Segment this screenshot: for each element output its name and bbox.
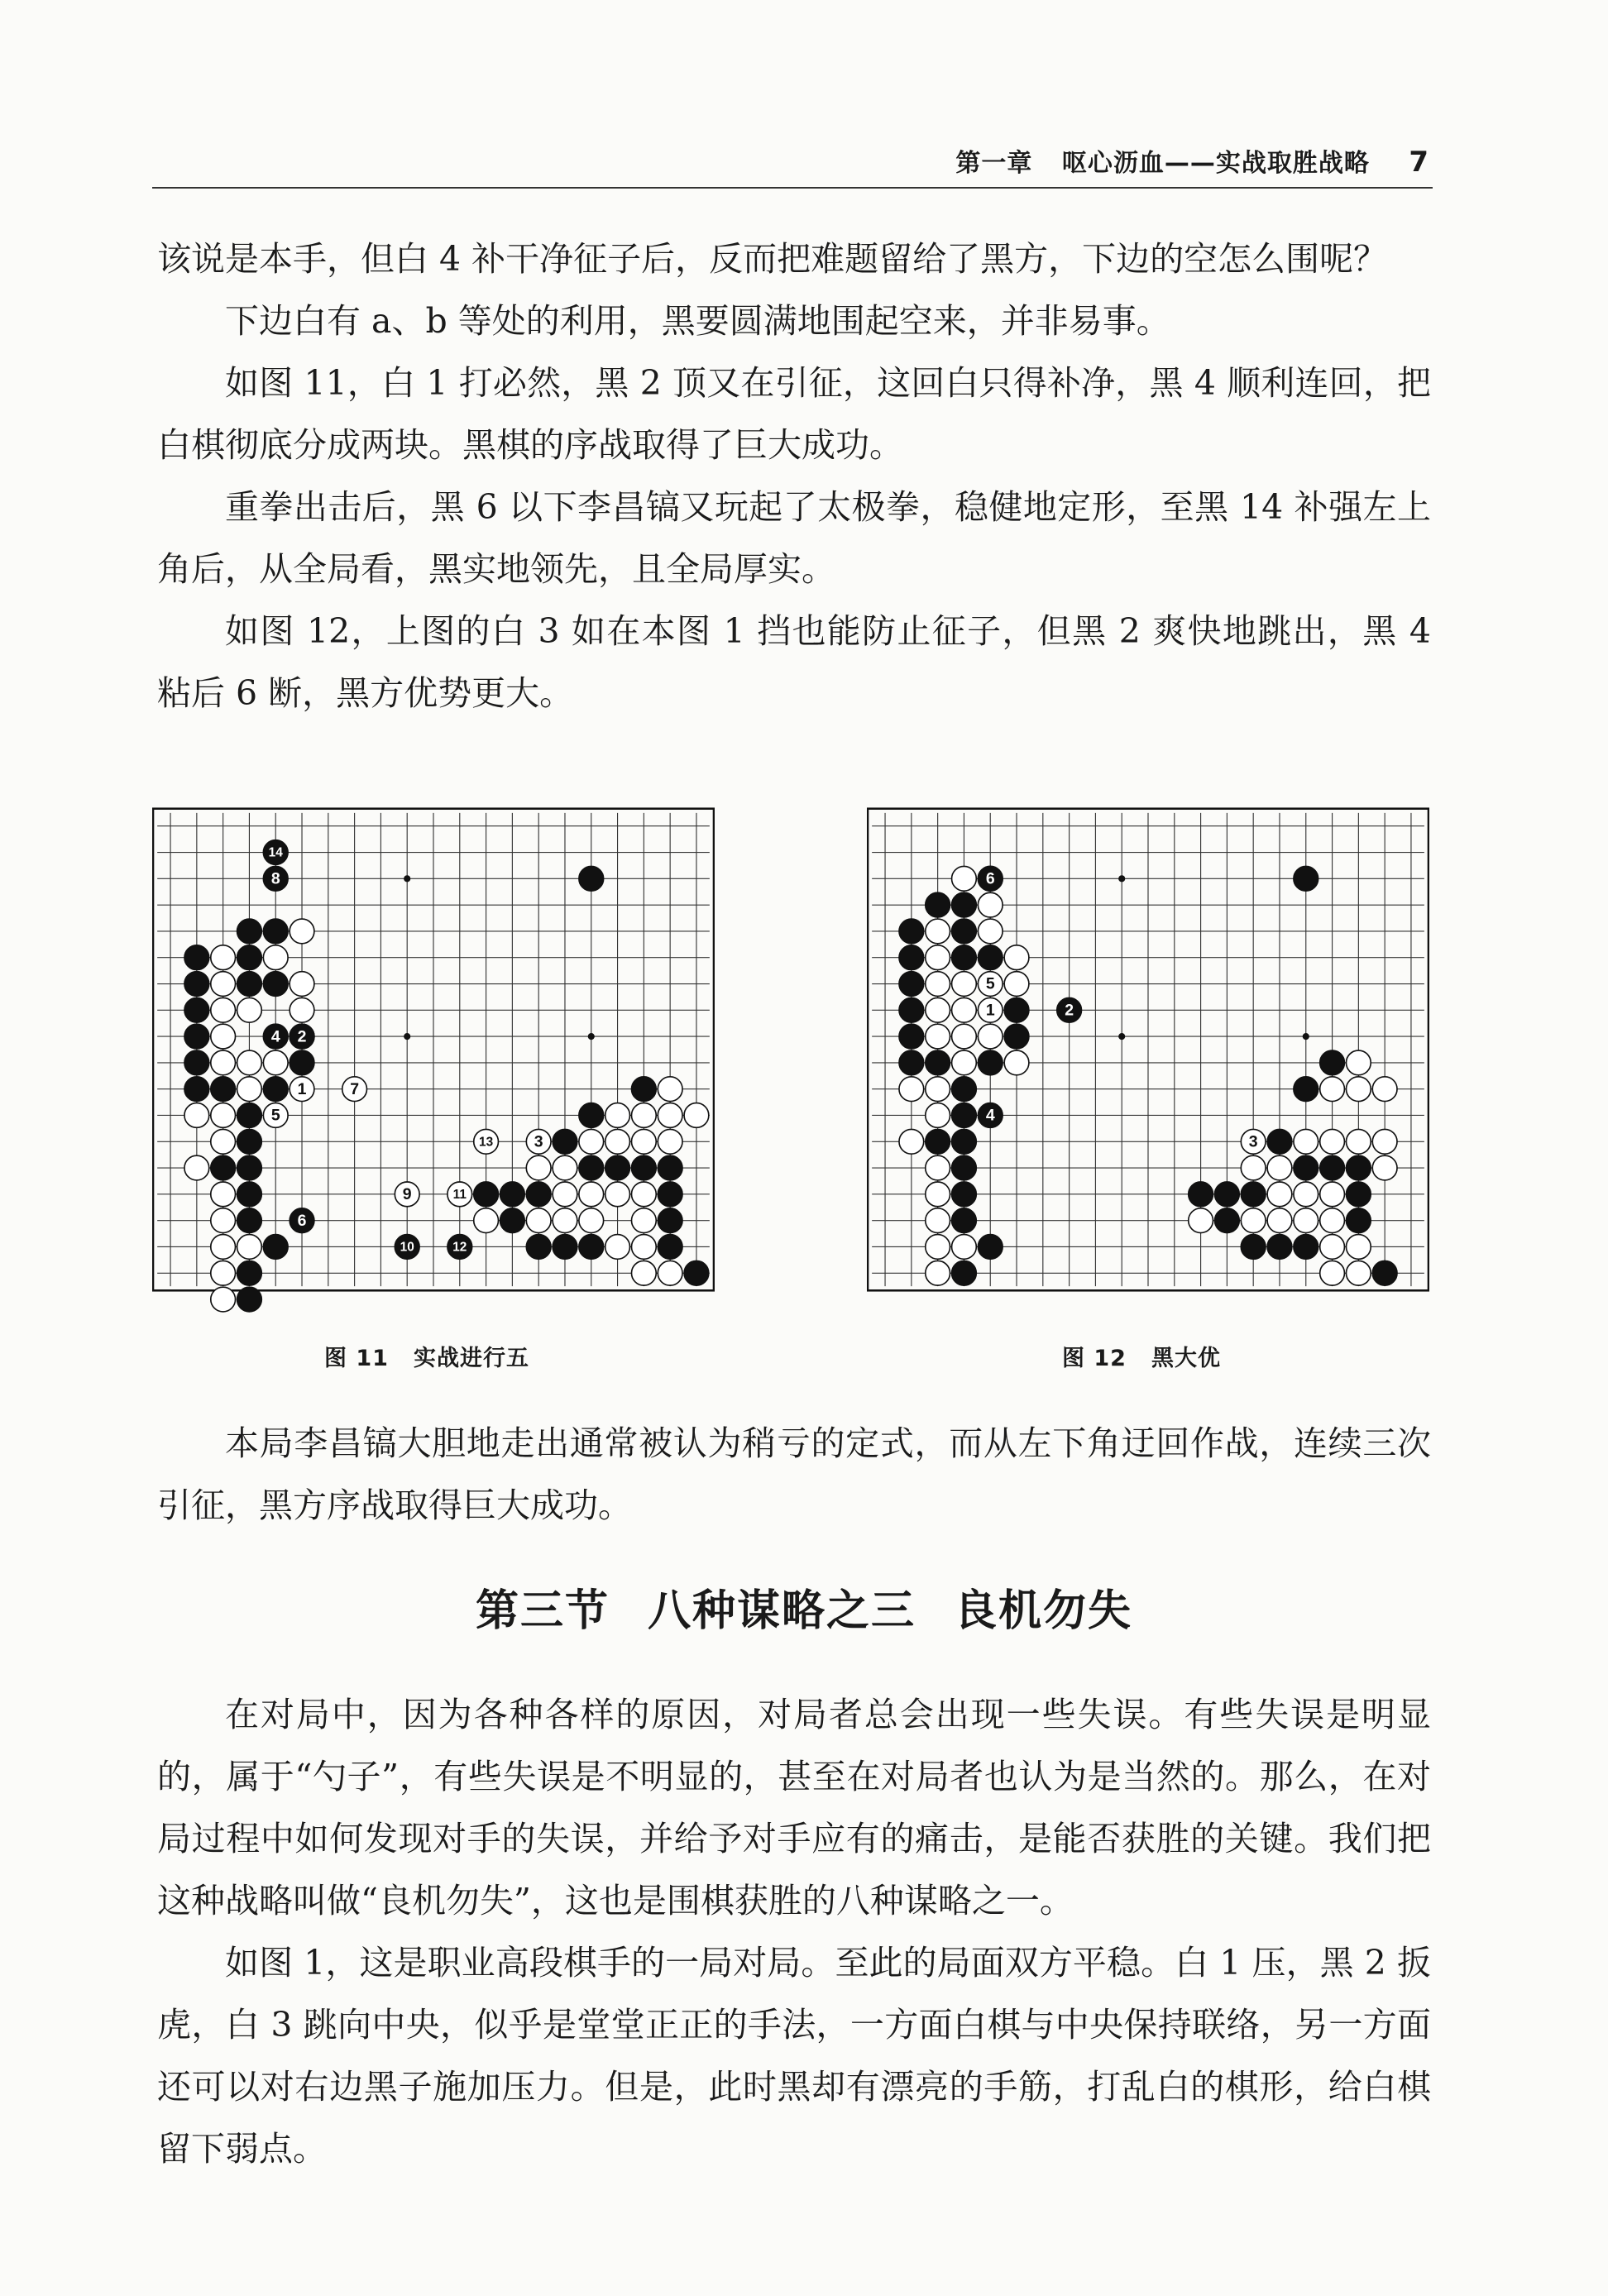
figure-caption-11 bbox=[324, 1340, 529, 1372]
white-stone bbox=[1320, 1077, 1345, 1102]
black-stone bbox=[184, 945, 209, 970]
white-stone bbox=[926, 1235, 950, 1260]
header-rule bbox=[152, 187, 1433, 189]
white-stone bbox=[263, 1050, 288, 1075]
white-stone bbox=[926, 997, 950, 1022]
white-stone bbox=[926, 1077, 950, 1102]
move-number: 7 bbox=[350, 1079, 360, 1098]
black-stone bbox=[952, 945, 977, 970]
black-stone bbox=[579, 1103, 604, 1128]
section-heading bbox=[0, 1576, 1608, 1638]
move-number: 14 bbox=[268, 845, 283, 860]
white-stone bbox=[1346, 1129, 1371, 1154]
black-stone bbox=[553, 1235, 577, 1260]
white-stone bbox=[474, 1208, 499, 1233]
white-stone bbox=[658, 1129, 682, 1154]
white-stone bbox=[605, 1182, 630, 1207]
black-stone bbox=[1215, 1208, 1240, 1233]
black-stone bbox=[237, 1182, 262, 1207]
page-number: 7 bbox=[1409, 146, 1429, 179]
black-stone bbox=[899, 997, 924, 1022]
white-stone bbox=[1320, 1260, 1345, 1285]
white-stone bbox=[1346, 1260, 1371, 1285]
black-stone bbox=[579, 866, 604, 891]
white-stone bbox=[952, 1235, 977, 1260]
black-stone bbox=[1294, 866, 1318, 891]
black-stone bbox=[1267, 1129, 1292, 1154]
white-stone bbox=[926, 1155, 950, 1180]
white-stone bbox=[553, 1208, 577, 1233]
star-point bbox=[404, 875, 410, 882]
figure-label: 图 12 bbox=[1062, 1346, 1127, 1371]
white-stone bbox=[978, 1024, 1003, 1049]
white-stone bbox=[926, 945, 950, 970]
black-stone bbox=[926, 892, 950, 917]
black-stone bbox=[237, 1155, 262, 1180]
paragraph: 本局李昌镐大胆地走出通常被认为稍亏的定式，而从左下角迂回作战，连续三次引征，黑方序战取得巨大成功。 bbox=[157, 1423, 1431, 1525]
paragraph: 如图 1，这是职业高段棋手的一局对局。至此的局面双方平稳。白 1 压，黑 2 扳虎，白 3 跳向中央，似乎是堂堂正正的手法，一方面白棋与中央保持联络，另一方面还可以对右边黑子施加压力。但是，此时黑却有漂亮的手筋，打乱白的棋形，给白棋留下弱点。 bbox=[157, 1943, 1431, 2169]
black-stone bbox=[211, 1077, 236, 1102]
paragraph: 在对局中，因为各种各样的原因，对局者总会出现一些失误。有些失误是明显的，属于“勺子”，有些失误是不明显的，甚至在对局者也认为是当然的。那么，在对局过程中如何发现对手的失误，并给予对手应有的痛击，是能否获胜的关键。我们把这种战略叫做“良机勿失”，这也是围棋获胜的八种谋略之一。 bbox=[157, 1695, 1431, 1921]
white-stone bbox=[952, 997, 977, 1022]
black-stone bbox=[1004, 997, 1029, 1022]
white-stone bbox=[211, 1287, 236, 1312]
white-stone bbox=[952, 1024, 977, 1049]
black-stone bbox=[926, 1050, 950, 1075]
black-stone bbox=[553, 1129, 577, 1154]
black-stone bbox=[1215, 1182, 1240, 1207]
black-stone bbox=[1004, 1024, 1029, 1049]
black-stone bbox=[684, 1260, 709, 1285]
white-stone bbox=[237, 1077, 262, 1102]
white-stone bbox=[1267, 1155, 1292, 1180]
black-stone bbox=[899, 1050, 924, 1075]
black-stone bbox=[526, 1235, 551, 1260]
white-stone bbox=[211, 1235, 236, 1260]
white-stone bbox=[579, 1208, 604, 1233]
white-stone bbox=[684, 1103, 709, 1128]
white-stone bbox=[1320, 1129, 1345, 1154]
move-number: 1 bbox=[297, 1079, 307, 1098]
text-block-bottom bbox=[157, 1684, 1431, 2180]
move-number: 2 bbox=[1065, 1001, 1074, 1020]
white-stone bbox=[1241, 1208, 1266, 1233]
move-number: 12 bbox=[452, 1240, 467, 1255]
black-stone bbox=[1346, 1182, 1371, 1207]
white-stone bbox=[1320, 1235, 1345, 1260]
black-stone bbox=[899, 972, 924, 997]
black-stone bbox=[952, 1129, 977, 1154]
move-number: 3 bbox=[534, 1132, 543, 1151]
white-stone bbox=[631, 1260, 656, 1285]
black-stone bbox=[579, 1155, 604, 1180]
white-stone bbox=[1004, 945, 1029, 970]
black-stone bbox=[952, 1182, 977, 1207]
white-stone bbox=[1267, 1182, 1292, 1207]
white-stone bbox=[631, 1235, 656, 1260]
black-stone bbox=[500, 1182, 525, 1207]
white-stone bbox=[1294, 1208, 1318, 1233]
white-stone bbox=[290, 919, 314, 944]
white-stone bbox=[553, 1155, 577, 1180]
black-stone bbox=[526, 1182, 551, 1207]
black-stone bbox=[1320, 1050, 1345, 1075]
section-number: 第三节 bbox=[475, 1586, 610, 1636]
star-point bbox=[1303, 1033, 1309, 1040]
black-stone bbox=[952, 919, 977, 944]
black-stone bbox=[658, 1155, 682, 1180]
move-number: 4 bbox=[270, 1027, 280, 1046]
white-stone bbox=[1320, 1208, 1345, 1233]
white-stone bbox=[1346, 1077, 1371, 1102]
white-stone bbox=[1004, 1050, 1029, 1075]
black-stone bbox=[952, 1077, 977, 1102]
white-stone bbox=[1320, 1182, 1345, 1207]
white-stone bbox=[211, 1129, 236, 1154]
black-stone bbox=[474, 1182, 499, 1207]
black-stone bbox=[290, 1050, 314, 1075]
black-stone bbox=[184, 1077, 209, 1102]
black-stone bbox=[978, 1235, 1003, 1260]
black-stone bbox=[263, 919, 288, 944]
white-stone bbox=[1241, 1155, 1266, 1180]
move-number: 8 bbox=[270, 869, 280, 888]
paragraph: 如图 11，白 1 打必然，黑 2 顶又在引征，这回白只得补净，黑 4 顺利连回，把白棋彻底分成两块。黑棋的序战取得了巨大成功。 bbox=[157, 363, 1431, 465]
move-number: 4 bbox=[985, 1106, 995, 1125]
black-stone bbox=[978, 1050, 1003, 1075]
white-stone bbox=[1372, 1129, 1397, 1154]
white-stone bbox=[605, 1235, 630, 1260]
black-stone bbox=[658, 1208, 682, 1233]
black-stone bbox=[1267, 1235, 1292, 1260]
white-stone bbox=[211, 972, 236, 997]
white-stone bbox=[952, 972, 977, 997]
figure-label: 图 11 bbox=[324, 1346, 389, 1371]
white-stone bbox=[631, 1129, 656, 1154]
white-stone bbox=[658, 1077, 682, 1102]
white-stone bbox=[631, 1182, 656, 1207]
white-stone bbox=[237, 997, 262, 1022]
white-stone bbox=[526, 1208, 551, 1233]
black-stone bbox=[1294, 1235, 1318, 1260]
go-board-diagram bbox=[867, 776, 1429, 1323]
white-stone bbox=[899, 1129, 924, 1154]
white-stone bbox=[211, 1208, 236, 1233]
paragraph: 该说是本手，但白 4 补干净征子后，反而把难题留给了黑方，下边的空怎么围呢？ bbox=[157, 239, 1388, 279]
black-stone bbox=[211, 1155, 236, 1180]
white-stone bbox=[1372, 1077, 1397, 1102]
white-stone bbox=[237, 1235, 262, 1260]
white-stone bbox=[926, 919, 950, 944]
white-stone bbox=[926, 1208, 950, 1233]
white-stone bbox=[579, 1182, 604, 1207]
figure-caption-text: 黑大优 bbox=[1151, 1346, 1221, 1371]
black-stone bbox=[899, 919, 924, 944]
black-stone bbox=[237, 945, 262, 970]
white-stone bbox=[290, 997, 314, 1022]
paragraph: 重拳出击后，黑 6 以下李昌镐又玩起了太极拳，稳健地定形，至黑 14 补强左上角后，从全局看，黑实地领先，且全局厚实。 bbox=[157, 487, 1431, 589]
white-stone bbox=[1294, 1129, 1318, 1154]
go-board-figure-12 bbox=[867, 776, 1429, 1323]
white-stone bbox=[290, 972, 314, 997]
black-stone bbox=[237, 1287, 262, 1312]
black-stone bbox=[952, 1208, 977, 1233]
move-number: 9 bbox=[402, 1185, 412, 1204]
running-header bbox=[0, 142, 1429, 179]
white-stone bbox=[926, 1024, 950, 1049]
black-stone bbox=[184, 1024, 209, 1049]
black-stone bbox=[1346, 1208, 1371, 1233]
white-stone bbox=[263, 945, 288, 970]
white-stone bbox=[978, 892, 1003, 917]
white-stone bbox=[1372, 1155, 1397, 1180]
white-stone bbox=[1346, 1235, 1371, 1260]
white-stone bbox=[184, 1103, 209, 1128]
white-stone bbox=[1267, 1208, 1292, 1233]
white-stone bbox=[952, 1050, 977, 1075]
black-stone bbox=[952, 1103, 977, 1128]
white-stone bbox=[658, 1103, 682, 1128]
star-point bbox=[588, 1033, 595, 1040]
go-board-figure-11 bbox=[152, 776, 715, 1323]
white-stone bbox=[899, 1077, 924, 1102]
move-number: 5 bbox=[985, 974, 995, 993]
black-stone bbox=[184, 1050, 209, 1075]
chapter-number: 第一章 bbox=[955, 149, 1033, 178]
black-stone bbox=[899, 945, 924, 970]
black-stone bbox=[237, 1260, 262, 1285]
white-stone bbox=[926, 1182, 950, 1207]
black-stone bbox=[237, 1208, 262, 1233]
paragraph: 如图 12，上图的白 3 如在本图 1 挡也能防止征子，但黑 2 爽快地跳出，黑 4 粘后 6 断，黑方优势更大。 bbox=[157, 611, 1431, 713]
black-stone bbox=[579, 1235, 604, 1260]
white-stone bbox=[926, 1260, 950, 1285]
white-stone bbox=[553, 1182, 577, 1207]
white-stone bbox=[184, 1155, 209, 1180]
black-stone bbox=[631, 1077, 656, 1102]
black-stone bbox=[237, 919, 262, 944]
white-stone bbox=[211, 945, 236, 970]
figure-caption-12 bbox=[1062, 1340, 1221, 1372]
black-stone bbox=[658, 1182, 682, 1207]
white-stone bbox=[926, 972, 950, 997]
black-stone bbox=[978, 945, 1003, 970]
white-stone bbox=[211, 1024, 236, 1049]
white-stone bbox=[631, 1103, 656, 1128]
move-number: 13 bbox=[479, 1135, 494, 1150]
black-stone bbox=[1346, 1155, 1371, 1180]
black-stone bbox=[926, 1129, 950, 1154]
black-stone bbox=[952, 1155, 977, 1180]
white-stone bbox=[926, 1103, 950, 1128]
star-point bbox=[404, 1033, 410, 1040]
black-stone bbox=[237, 972, 262, 997]
black-stone bbox=[631, 1155, 656, 1180]
move-number: 10 bbox=[400, 1240, 414, 1255]
chapter-title: 呕心沥血——实战取胜战略 bbox=[1061, 149, 1370, 178]
black-stone bbox=[952, 1260, 977, 1285]
star-point bbox=[1118, 1033, 1125, 1040]
black-stone bbox=[263, 1235, 288, 1260]
white-stone bbox=[605, 1103, 630, 1128]
white-stone bbox=[211, 1103, 236, 1128]
white-stone bbox=[658, 1260, 682, 1285]
white-stone bbox=[952, 866, 977, 891]
black-stone bbox=[899, 1024, 924, 1049]
section-title: 八种谋略之三 bbox=[647, 1586, 916, 1636]
paragraph: 下边白有 a、b 等处的利用，黑要圆满地围起空来，并非易事。 bbox=[225, 301, 1170, 341]
white-stone bbox=[1189, 1208, 1213, 1233]
white-stone bbox=[605, 1129, 630, 1154]
white-stone bbox=[526, 1155, 551, 1180]
black-stone bbox=[1320, 1155, 1345, 1180]
white-stone bbox=[1004, 972, 1029, 997]
black-stone bbox=[184, 997, 209, 1022]
star-point bbox=[1118, 875, 1125, 882]
text-block-middle bbox=[157, 1413, 1431, 1537]
black-stone bbox=[952, 892, 977, 917]
white-stone bbox=[978, 919, 1003, 944]
white-stone bbox=[211, 997, 236, 1022]
white-stone bbox=[631, 1208, 656, 1233]
white-stone bbox=[211, 1182, 236, 1207]
black-stone bbox=[605, 1155, 630, 1180]
black-stone bbox=[1294, 1077, 1318, 1102]
black-stone bbox=[1189, 1182, 1213, 1207]
black-stone bbox=[1241, 1235, 1266, 1260]
black-stone bbox=[237, 1129, 262, 1154]
text-block-top bbox=[157, 228, 1431, 725]
move-number: 3 bbox=[1248, 1132, 1258, 1151]
go-board-diagram bbox=[152, 776, 715, 1323]
black-stone bbox=[1241, 1182, 1266, 1207]
black-stone bbox=[1372, 1260, 1397, 1285]
black-stone bbox=[658, 1235, 682, 1260]
black-stone bbox=[184, 972, 209, 997]
black-stone bbox=[237, 1103, 262, 1128]
move-number: 5 bbox=[270, 1106, 280, 1125]
white-stone bbox=[237, 1050, 262, 1075]
black-stone bbox=[263, 1077, 288, 1102]
white-stone bbox=[579, 1129, 604, 1154]
black-stone bbox=[1294, 1155, 1318, 1180]
white-stone bbox=[1294, 1182, 1318, 1207]
move-number: 6 bbox=[985, 869, 995, 888]
move-number: 11 bbox=[452, 1187, 467, 1202]
section-subtitle: 良机勿失 bbox=[954, 1586, 1133, 1636]
white-stone bbox=[211, 1050, 236, 1075]
move-number: 1 bbox=[985, 1001, 995, 1020]
move-number: 2 bbox=[297, 1027, 307, 1046]
white-stone bbox=[211, 1260, 236, 1285]
figure-caption-text: 实战进行五 bbox=[413, 1346, 529, 1371]
black-stone bbox=[263, 972, 288, 997]
white-stone bbox=[1346, 1050, 1371, 1075]
black-stone bbox=[500, 1208, 525, 1233]
move-number: 6 bbox=[297, 1211, 307, 1230]
